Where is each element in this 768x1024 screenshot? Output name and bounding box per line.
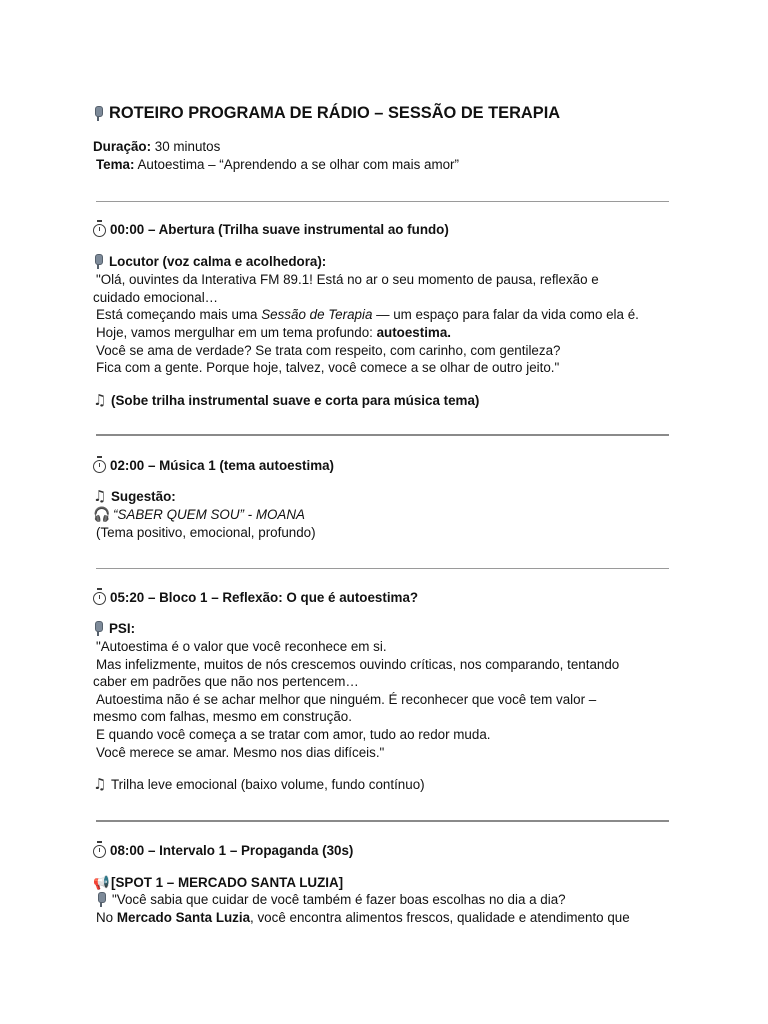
section-heading-intervalo: 08:00 – Intervalo 1 – Propaganda (30s) [93, 842, 353, 860]
document-title: ROTEIRO PROGRAMA DE RÁDIO – SESSÃO DE TERAPIA [93, 103, 560, 123]
spot-heading: 📢[SPOT 1 – MERCADO SANTA LUZIA] [93, 875, 344, 891]
script-line: mesmo com falhas, mesmo em construção. [93, 709, 352, 724]
duration-value: 30 minutos [154, 139, 221, 154]
microphone-icon [96, 892, 107, 907]
divider [96, 568, 669, 569]
divider [96, 820, 669, 822]
theme-value: Autoestima – “Aprendendo a se olhar com mais amor” [137, 157, 459, 172]
script-line: No Mercado Santa Luzia, você encontra alimentos frescos, qualidade e atendimento que [96, 910, 630, 925]
microphone-icon [93, 106, 104, 121]
section-heading-abertura: 00:00 – Abertura (Trilha suave instrumental ao fundo) [93, 221, 449, 239]
loudspeaker-icon: 📢 [93, 876, 110, 891]
script-line: Fica com a gente. Porque hoje, talvez, você comece a se olhar de outro jeito." [96, 360, 560, 375]
stopwatch-icon [93, 592, 106, 605]
script-line: Autoestima não é se achar melhor que ninguém. É reconhecer que você tem valor – [96, 692, 597, 707]
script-line: Está começando mais uma Sessão de Terapia — um espaço para falar da vida como ela é. [96, 307, 639, 322]
speaker-psi: PSI: [93, 620, 135, 638]
script-line: Hoje, vamos mergulhar em um tema profundo: autoestima. [96, 325, 452, 340]
duration-line [93, 138, 220, 156]
music-note-icon: ♫ [93, 775, 107, 793]
script-line: "Autoestima é o valor que você reconhece em si. [96, 639, 387, 654]
script-line: Mas infelizmente, muitos de nós crescemos ouvindo críticas, nos comparando, tentando [96, 657, 620, 672]
divider [96, 434, 669, 436]
divider [96, 201, 669, 202]
script-line: cuidado emocional… [93, 290, 219, 305]
theme-label: Tema: [96, 157, 135, 172]
stopwatch-icon [93, 845, 106, 858]
suggestion-label: ♫ Sugestão: [93, 487, 176, 505]
script-line: Você merece se amar. Mesmo nos dias difíceis." [96, 745, 385, 760]
section-heading-musica: 02:00 – Música 1 (tema autoestima) [93, 457, 334, 475]
script-line: E quando você começa a se tratar com amor, tudo ao redor muda. [96, 727, 491, 742]
microphone-icon [93, 254, 104, 269]
music-note-icon: ♫ [93, 487, 107, 505]
script-line: "Você sabia que cuidar de você também é fazer boas escolhas no dia a dia? [96, 891, 566, 909]
speaker-locutor: Locutor (voz calma e acolhedora): [93, 253, 326, 271]
song-line: 🎧 “SABER QUEM SOU” - MOANA [93, 507, 305, 523]
headphones-icon: 🎧 [93, 507, 111, 523]
song-note: (Tema positivo, emocional, profundo) [96, 525, 316, 540]
stopwatch-icon [93, 460, 106, 473]
sound-cue: ♫ Trilha leve emocional (baixo volume, fundo contínuo) [93, 775, 425, 793]
theme-line [96, 156, 459, 174]
music-note-icon: ♫ [93, 391, 107, 409]
script-line: caber em padrões que não nos pertencem… [93, 674, 359, 689]
duration-label: Duração: [93, 139, 152, 154]
script-line: Você se ama de verdade? Se trata com respeito, com carinho, com gentileza? [96, 343, 561, 358]
section-heading-bloco1: 05:20 – Bloco 1 – Reflexão: O que é autoestima? [93, 589, 418, 607]
microphone-icon [93, 621, 104, 636]
sound-cue: ♫ (Sobe trilha instrumental suave e corta para música tema) [93, 391, 480, 409]
script-line: "Olá, ouvintes da Interativa FM 89.1! Está no ar o seu momento de pausa, reflexão e [96, 272, 599, 287]
stopwatch-icon [93, 224, 106, 237]
